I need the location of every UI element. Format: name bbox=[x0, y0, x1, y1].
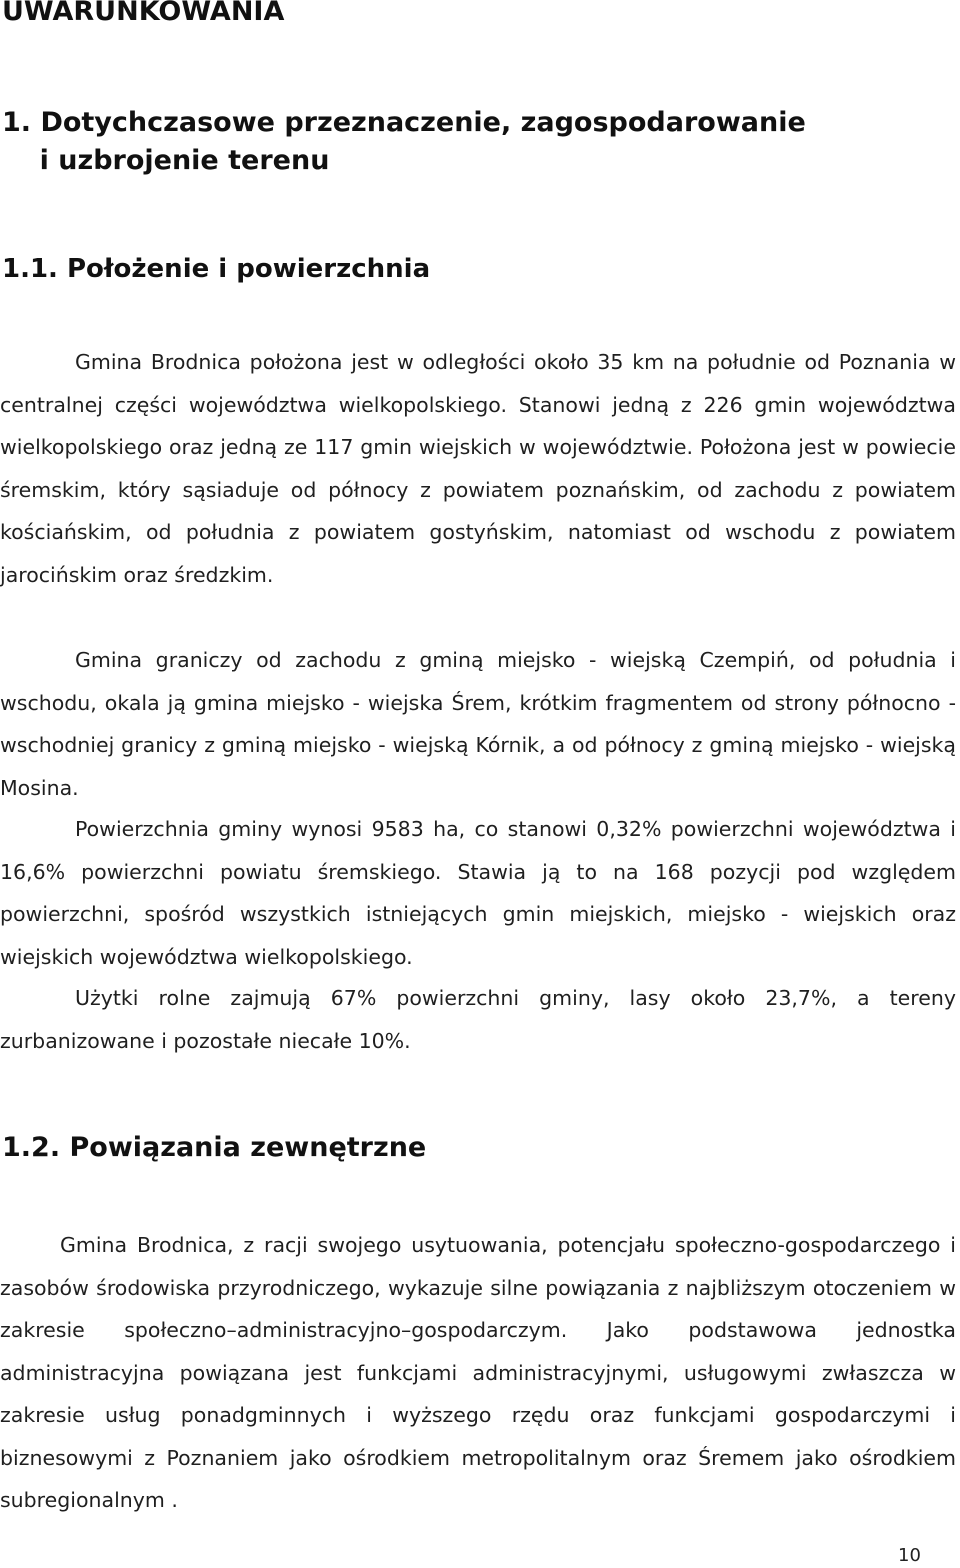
section-heading-1-1: 1.1. Położenie i powierzchnia bbox=[2, 254, 431, 284]
paragraph-borders: Gmina graniczy od zachodu z gminą miejsko - wiejską Czempiń, od południa i wschodu, okala ją gmina miejsko - wiejska Śrem, krótkim fragmentem od strony północno - wschodniej granicy z gminą miejsko - wiejską Kórnik, a od północy z gminą miejsko - wiejską Mosina. bbox=[0, 648, 956, 800]
paragraph-area: Powierzchnia gminy wynosi 9583 ha, co stanowi 0,32% powierzchni województwa i 16,6% powierzchni powiatu śremskiego. Stawia ją to na 168 pozycji pod względem powierzchni, spośród wszystkich istniejących gmin miejskich, miejsko - wiejskich oraz wiejskich województwa wielkopolskiego. bbox=[0, 817, 956, 969]
section-heading-1: 1. Dotychczasowe przeznaczenie, zagospodarowanie i uzbrojenie terenu bbox=[2, 107, 806, 176]
paragraph-land-use: Użytki rolne zajmują 67% powierzchni gminy, lasy około 23,7%, a tereny zurbanizowane i pozostałe niecałe 10%. bbox=[0, 986, 956, 1053]
document-title: UWARUNKOWANIA bbox=[2, 0, 285, 27]
page-number: 10 bbox=[898, 1545, 921, 1566]
paragraph-location: Gmina Brodnica położona jest w odległości około 35 km na południe od Poznania w centralnej części województwa wielkopolskiego. Stanowi jedną z 226 gmin województwa wielkopolskiego oraz jedną ze 117 gmin wiejskich w województwie. Położona jest w powiecie śremskim, który sąsiaduje od północy z powiatem poznańskim, od zachodu z powiatem kościańskim, od południa z powiatem gostyńskim, natomiast od wschodu z powiatem jarocińskim oraz średzkim. bbox=[0, 350, 956, 587]
section-heading-1-2: 1.2. Powiązania zewnętrzne bbox=[2, 1132, 427, 1163]
paragraph-external-links: Gmina Brodnica, z racji swojego usytuowania, potencjału społeczno-gospodarczego i zasobów środowiska przyrodniczego, wykazuje silne powiązania z najbliższym otoczeniem w zakresie społeczno–administracyjno–gospodarczym. Jako podstawowa jednostka administracyjna powiązana jest funkcjami administracyjnymi, usługowymi zwłaszcza w zakresie usług ponadgminnych i wyższego rzędu oraz funkcjami gospodarczymi i biznesowymi z Poznaniem jako ośrodkiem metropolitalnym oraz Śremem jako ośrodkiem subregionalnym . bbox=[0, 1233, 956, 1512]
